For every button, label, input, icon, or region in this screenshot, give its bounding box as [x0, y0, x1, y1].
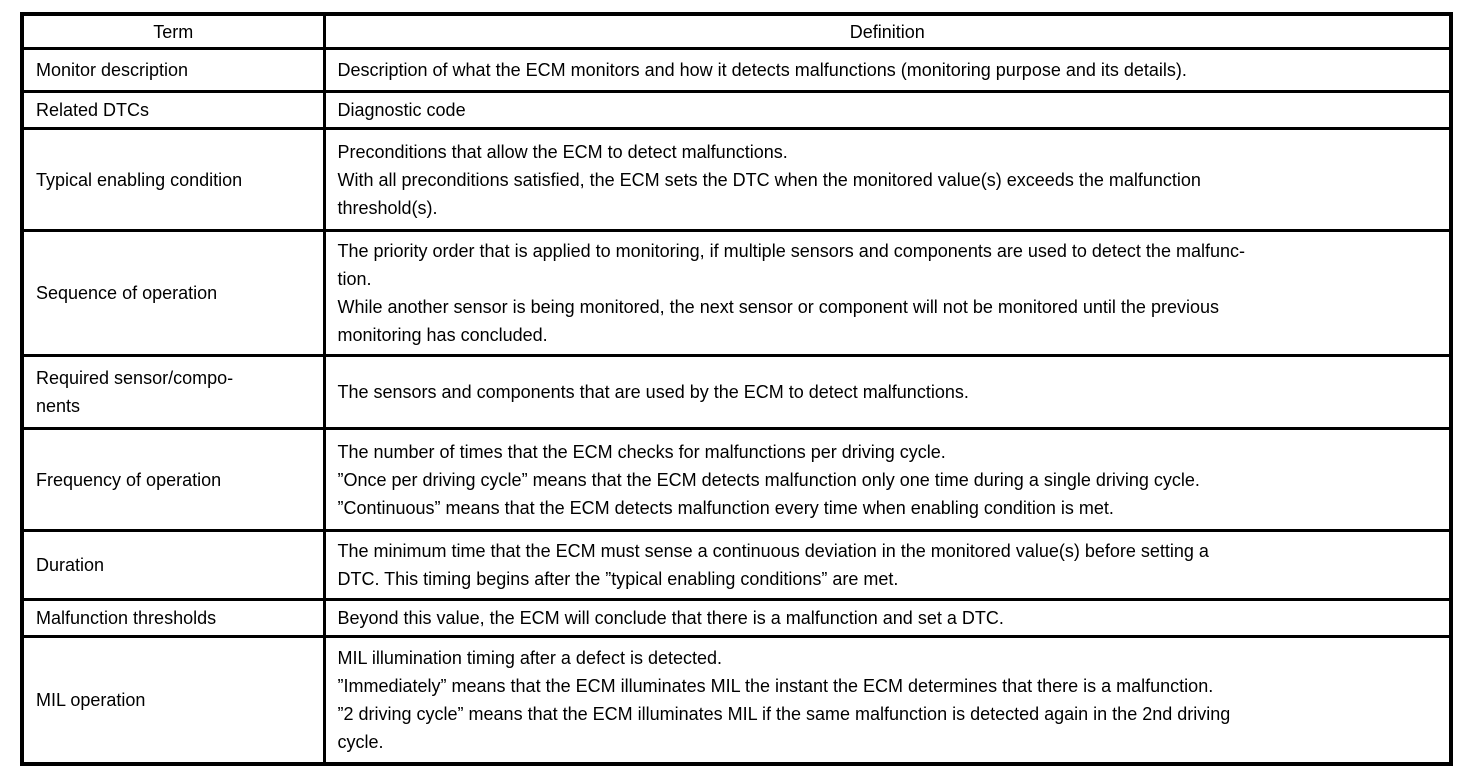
term-cell: [22, 531, 324, 600]
term-cell: [22, 429, 324, 531]
definition-line: While another sensor is being monitored, the next sensor or component will not be monitored until the previous: [337, 297, 1219, 317]
table-row: [22, 600, 1451, 637]
definition-line: Diagnostic code: [337, 100, 466, 120]
definition-cell: [324, 531, 1451, 600]
table-row: [22, 49, 1451, 92]
column-header-definition: Definition: [324, 14, 1451, 49]
table-row: [22, 231, 1451, 356]
definition-line: With all preconditions satisfied, the ECM sets the DTC when the monitored value(s) exceeds the malfunction: [337, 169, 1201, 190]
term-cell: [22, 356, 324, 429]
definition-line: Description of what the ECM monitors and how it detects malfunctions (monitoring purpose and its details).: [337, 60, 1187, 80]
definition-line: The number of times that the ECM checks for malfunctions per driving cycle.: [337, 441, 946, 462]
definition-cell: [324, 637, 1451, 764]
term-line: Related DTCs: [36, 100, 150, 120]
term-cell: [22, 231, 324, 356]
table-row: [22, 637, 1451, 764]
definition-line: tion.: [337, 269, 372, 289]
term-line: Malfunction thresholds: [36, 608, 217, 628]
term-line: Duration: [36, 555, 105, 575]
table-row: [22, 531, 1451, 600]
table-row: [22, 92, 1451, 129]
table-row: [22, 129, 1451, 231]
table-row: [22, 356, 1451, 429]
definition-cell: [324, 429, 1451, 531]
definition-line: ”Continuous” means that the ECM detects malfunction every time when enabling condition is met.: [337, 497, 1114, 518]
definition-line: threshold(s).: [337, 197, 438, 218]
term-cell: [22, 129, 324, 231]
definition-line: The priority order that is applied to monitoring, if multiple sensors and components are used to detect the malfunc-: [337, 241, 1245, 261]
table-row: [22, 429, 1451, 531]
term-line: Frequency of operation: [36, 469, 222, 490]
term-cell: [22, 49, 324, 92]
term-line: nents: [36, 396, 81, 416]
definition-line: Beyond this value, the ECM will conclude that there is a malfunction and set a DTC.: [337, 608, 1004, 628]
definition-line: DTC. This timing begins after the ”typical enabling conditions” are met.: [337, 569, 899, 589]
definition-line: The minimum time that the ECM must sense a continuous deviation in the monitored value(s) before setting a: [337, 541, 1209, 561]
definitions-table: [20, 12, 1453, 766]
definition-line: The sensors and components that are used by the ECM to detect malfunctions.: [337, 382, 969, 402]
definition-cell: [324, 356, 1451, 429]
term-cell: [22, 600, 324, 637]
table-header-row: [22, 14, 1451, 49]
definition-line: MIL illumination timing after a defect is detected.: [337, 647, 723, 668]
term-line: Sequence of operation: [36, 283, 218, 303]
term-line: Monitor description: [36, 60, 189, 80]
definition-cell: [324, 231, 1451, 356]
definition-line: monitoring has concluded.: [337, 325, 548, 345]
definition-cell: [324, 92, 1451, 129]
definition-line: ”Once per driving cycle” means that the ECM detects malfunction only one time during a single driving cycle.: [337, 469, 1200, 490]
column-header-term: Term: [22, 14, 324, 49]
term-line: Typical enabling condition: [36, 169, 243, 190]
term-cell: [22, 92, 324, 129]
term-line: MIL operation: [36, 689, 146, 710]
definition-line: Preconditions that allow the ECM to detect malfunctions.: [337, 141, 788, 162]
definition-cell: [324, 49, 1451, 92]
definition-line: cycle.: [337, 731, 384, 752]
definition-cell: [324, 129, 1451, 231]
definition-line: ”2 driving cycle” means that the ECM illuminates MIL if the same malfunction is detected again in the 2nd driving: [337, 703, 1231, 724]
term-cell: [22, 637, 324, 764]
definition-line: ”Immediately” means that the ECM illuminates MIL the instant the ECM determines that there is a malfunction.: [337, 675, 1214, 696]
term-line: Required sensor/compo-: [36, 368, 234, 388]
definition-cell: [324, 600, 1451, 637]
